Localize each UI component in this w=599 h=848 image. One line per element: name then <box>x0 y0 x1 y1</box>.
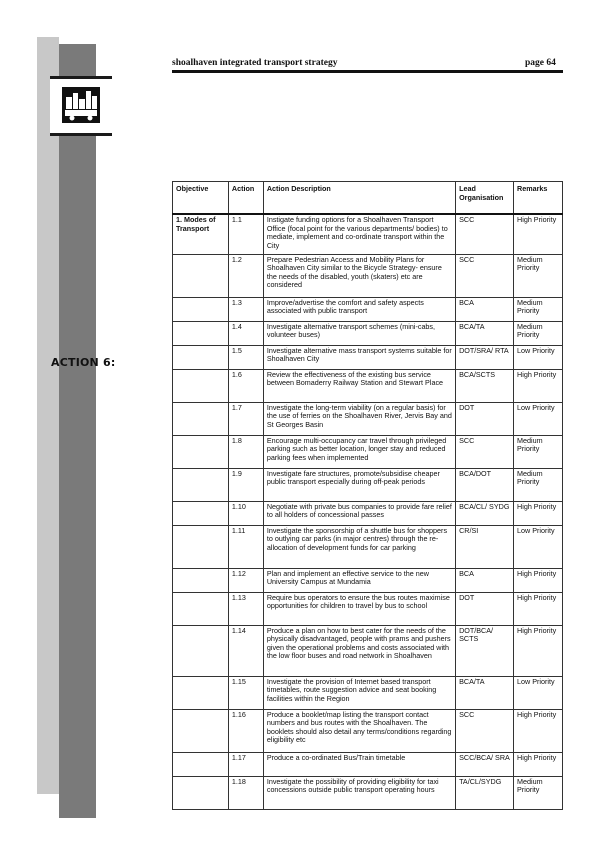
lead-organisation-cell: DOT <box>456 402 514 435</box>
remarks-cell: High Priority <box>514 369 563 402</box>
lead-organisation-cell: SCC/BCA/ SRA <box>456 752 514 776</box>
transport-logo-icon <box>62 87 100 123</box>
table-row <box>173 525 563 568</box>
lead-organisation-cell: SCC <box>456 709 514 752</box>
objective-cell-empty <box>173 592 229 625</box>
remarks-cell: Medium Priority <box>514 254 563 297</box>
lead-organisation-cell: BCA/DOT <box>456 468 514 501</box>
action-description-cell: Improve/advertise the comfort and safety aspects associated with public transport <box>263 297 455 321</box>
lead-organisation-cell: BCA <box>456 297 514 321</box>
action-id-cell: 1.11 <box>228 525 263 568</box>
action-description-cell: Investigate fare structures, promote/subsidise cheaper public transport especially during off-peak periods <box>263 468 455 501</box>
col-header-objective: Objective <box>173 182 229 215</box>
objective-cell-empty <box>173 345 229 369</box>
remarks-cell: High Priority <box>514 709 563 752</box>
remarks-cell: High Priority <box>514 501 563 525</box>
objective-cell-empty <box>173 369 229 402</box>
remarks-cell: High Priority <box>514 625 563 676</box>
action-id-cell: 1.7 <box>228 402 263 435</box>
objective-cell-empty <box>173 625 229 676</box>
action-description-cell: Instigate funding options for a Shoalhaven Transport Office (focal point for the various departments/ bodies) to mediate, implement and co-ordinate transport within the City <box>263 214 455 254</box>
lead-organisation-cell: DOT/SRA/ RTA <box>456 345 514 369</box>
objective-cell-empty <box>173 321 229 345</box>
objective-cell-empty <box>173 568 229 592</box>
action-description-cell: Plan and implement an effective service to the new University Campus at Mundamia <box>263 568 455 592</box>
remarks-cell: High Priority <box>514 752 563 776</box>
col-header-remarks: Remarks <box>514 182 563 215</box>
header-rule <box>172 70 563 73</box>
action-id-cell: 1.12 <box>228 568 263 592</box>
remarks-cell: Low Priority <box>514 676 563 709</box>
actions-table <box>172 181 563 810</box>
objective-cell-empty <box>173 435 229 468</box>
table-row <box>173 297 563 321</box>
table-row <box>173 752 563 776</box>
table-row <box>173 709 563 752</box>
action-description-cell: Investigate alternative transport schemes (mini-cabs, volunteer buses) <box>263 321 455 345</box>
action-id-cell: 1.16 <box>228 709 263 752</box>
action-id-cell: 1.4 <box>228 321 263 345</box>
remarks-cell: Low Priority <box>514 402 563 435</box>
table-row <box>173 214 563 254</box>
action-description-cell: Produce a co-ordinated Bus/Train timetable <box>263 752 455 776</box>
action-description-cell: Require bus operators to ensure the bus routes maximise opportunities for children to travel by bus to school <box>263 592 455 625</box>
objective-cell-empty <box>173 709 229 752</box>
action-id-cell: 1.6 <box>228 369 263 402</box>
table-row <box>173 776 563 809</box>
remarks-cell: High Priority <box>514 214 563 254</box>
table-row <box>173 625 563 676</box>
action-description-cell: Investigate the sponsorship of a shuttle bus for shoppers to outlying car parks (in major centres) through the re-allocation of development funds for car parking <box>263 525 455 568</box>
remarks-cell: Low Priority <box>514 525 563 568</box>
action-id-cell: 1.1 <box>228 214 263 254</box>
lead-organisation-cell: DOT/BCA/ SCTS <box>456 625 514 676</box>
lead-organisation-cell: SCC <box>456 254 514 297</box>
table-row <box>173 468 563 501</box>
action-id-cell: 1.9 <box>228 468 263 501</box>
page-number: page 64 <box>525 58 556 68</box>
table-header-row <box>173 182 563 215</box>
action-id-cell: 1.18 <box>228 776 263 809</box>
col-header-action: Action <box>228 182 263 215</box>
objective-cell-empty <box>173 468 229 501</box>
action-id-cell: 1.17 <box>228 752 263 776</box>
table-row <box>173 676 563 709</box>
action-id-cell: 1.14 <box>228 625 263 676</box>
action-description-cell: Prepare Pedestrian Access and Mobility Plans for Shoalhaven City similar to the Bicycle Strategy- ensure the needs of the disabled, youth (skaters) etc are considered <box>263 254 455 297</box>
action-id-cell: 1.2 <box>228 254 263 297</box>
left-margin-band-light <box>37 37 59 794</box>
action-id-cell: 1.3 <box>228 297 263 321</box>
action-id-cell: 1.8 <box>228 435 263 468</box>
action-description-cell: Negotiate with private bus companies to provide fare relief to all holders of concessional passes <box>263 501 455 525</box>
action-id-cell: 1.13 <box>228 592 263 625</box>
lead-organisation-cell: BCA/SCTS <box>456 369 514 402</box>
objective-cell-empty <box>173 254 229 297</box>
table-row <box>173 369 563 402</box>
remarks-cell: Medium Priority <box>514 468 563 501</box>
action-id-cell: 1.15 <box>228 676 263 709</box>
action-description-cell: Investigate the possibility of providing eligibility for taxi concessions outside public transport operating hours <box>263 776 455 809</box>
remarks-cell: Medium Priority <box>514 776 563 809</box>
action-description-cell: Review the effectiveness of the existing bus service between Bomaderry Railway Station and Stewart Place <box>263 369 455 402</box>
action-id-cell: 1.10 <box>228 501 263 525</box>
lead-organisation-cell: CR/SI <box>456 525 514 568</box>
section-logo <box>50 76 112 136</box>
objective-cell-empty <box>173 297 229 321</box>
table-row <box>173 321 563 345</box>
objective-cell-empty <box>173 752 229 776</box>
remarks-cell: High Priority <box>514 592 563 625</box>
table-row <box>173 568 563 592</box>
action-description-cell: Produce a booklet/map listing the transport contact numbers and bus routes with the Shoalhaven. The booklets should also detail any terms/conditions regarding eligibility etc <box>263 709 455 752</box>
left-margin-band-dark <box>59 44 96 818</box>
lead-organisation-cell: SCC <box>456 214 514 254</box>
lead-organisation-cell: SCC <box>456 435 514 468</box>
remarks-cell: Medium Priority <box>514 435 563 468</box>
col-header-lead: Lead Organisation <box>456 182 514 215</box>
objective-cell-empty <box>173 501 229 525</box>
objective-cell-empty <box>173 402 229 435</box>
lead-organisation-cell: TA/CL/SYDG <box>456 776 514 809</box>
remarks-cell: Medium Priority <box>514 297 563 321</box>
remarks-cell: Medium Priority <box>514 321 563 345</box>
action-description-cell: Investigate the long-term viability (on a regular basis) for the use of ferries on the Shoalhaven River, Jervis Bay and St Georges Basin <box>263 402 455 435</box>
lead-organisation-cell: DOT <box>456 592 514 625</box>
objective-cell-empty <box>173 776 229 809</box>
action-description-cell: Investigate alternative mass transport systems suitable for Shoalhaven City <box>263 345 455 369</box>
action-id-cell: 1.5 <box>228 345 263 369</box>
document-title: shoalhaven integrated transport strategy <box>172 58 338 68</box>
remarks-cell: High Priority <box>514 568 563 592</box>
objective-cell-empty <box>173 676 229 709</box>
lead-organisation-cell: BCA/CL/ SYDG <box>456 501 514 525</box>
action-description-cell: Investigate the provision of Internet based transport timetables, route suggestion advice and seat booking facilities within the Region <box>263 676 455 709</box>
action-section-label: ACTION 6: <box>51 356 116 369</box>
table-row <box>173 592 563 625</box>
lead-organisation-cell: BCA/TA <box>456 676 514 709</box>
action-description-cell: Encourage multi-occupancy car travel through privileged parking such as better location, longer stay and reduced parking fees when implemented <box>263 435 455 468</box>
table-row <box>173 435 563 468</box>
action-description-cell: Produce a plan on how to best cater for the needs of the physically disadvantaged, people with prams and pushers given the operational problems and costs associated with the low floor buses and road network in Shoalhaven <box>263 625 455 676</box>
col-header-description: Action Description <box>263 182 455 215</box>
table-row <box>173 402 563 435</box>
table-row <box>173 345 563 369</box>
objective-cell-empty <box>173 525 229 568</box>
lead-organisation-cell: BCA <box>456 568 514 592</box>
table-row <box>173 501 563 525</box>
objective-cell: 1. Modes of Transport <box>173 214 229 254</box>
remarks-cell: Low Priority <box>514 345 563 369</box>
lead-organisation-cell: BCA/TA <box>456 321 514 345</box>
table-row <box>173 254 563 297</box>
